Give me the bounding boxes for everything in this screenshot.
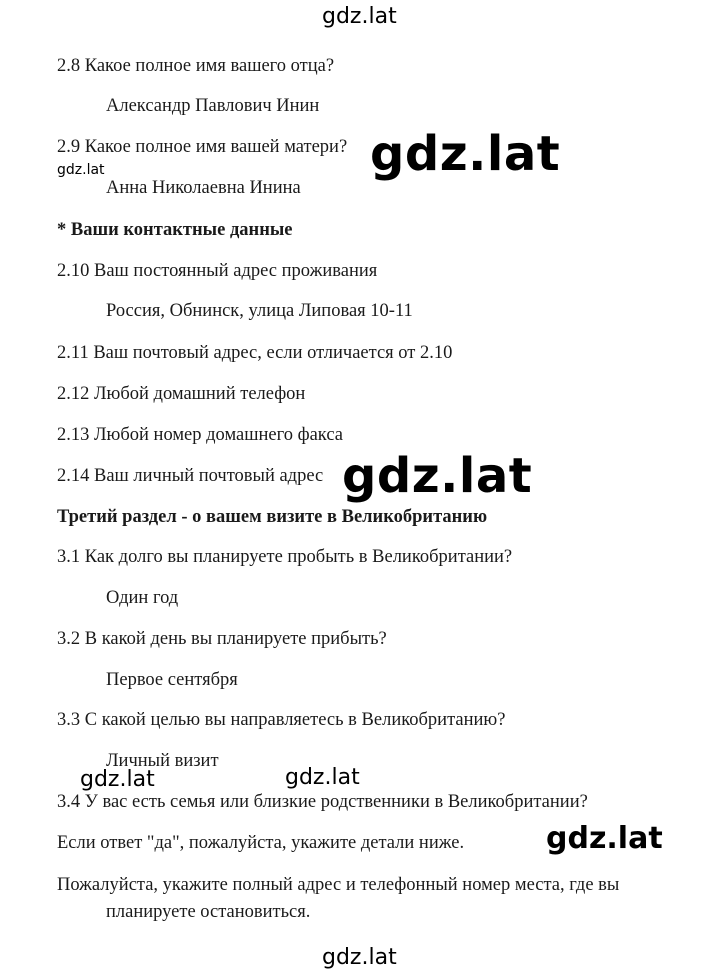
- answer-3-1: Один год: [106, 588, 179, 608]
- question-2-9: 2.9 Какое полное имя вашей матери?: [57, 137, 348, 157]
- question-2-13: 2.13 Любой номер домашнего факса: [57, 425, 343, 445]
- address-instruction-line-1: Пожалуйста, укажите полный адрес и телефонный номер места, где вы: [57, 875, 620, 895]
- watermark-mid-center: gdz.lat: [285, 765, 360, 790]
- contacts-heading: * Ваши контактные данные: [57, 220, 293, 240]
- question-2-10: 2.10 Ваш постоянный адрес проживания: [57, 261, 378, 281]
- note-if-yes: Если ответ "да", пожалуйста, укажите детали ниже.: [57, 833, 465, 853]
- question-3-4: 3.4 У вас есть семья или близкие родственники в Великобритании?: [57, 792, 588, 812]
- watermark-large-2: gdz.lat: [342, 448, 533, 504]
- watermark-top: gdz.lat: [322, 4, 397, 29]
- question-2-11: 2.11 Ваш почтовый адрес, если отличается от 2.10: [57, 343, 453, 363]
- watermark-tiny: gdz.lat: [57, 162, 105, 178]
- answer-2-10: Россия, Обнинск, улица Липовая 10-11: [106, 301, 413, 321]
- watermark-right: gdz.lat: [546, 821, 663, 856]
- question-3-1: 3.1 Как долго вы планируете пробыть в Великобритании?: [57, 547, 513, 567]
- watermark-bottom: gdz.lat: [322, 945, 397, 970]
- question-2-8: 2.8 Какое полное имя вашего отца?: [57, 56, 335, 76]
- section-3-heading: Третий раздел - о вашем визите в Великобританию: [57, 507, 488, 527]
- answer-3-3: Личный визит: [106, 751, 219, 771]
- question-3-3: 3.3 С какой целью вы направляетесь в Великобританию?: [57, 710, 506, 730]
- question-2-12: 2.12 Любой домашний телефон: [57, 384, 306, 404]
- answer-2-8: Александр Павлович Инин: [106, 96, 320, 116]
- address-instruction-line-2: планируете остановиться.: [106, 902, 311, 922]
- question-3-2: 3.2 В какой день вы планируете прибыть?: [57, 629, 387, 649]
- watermark-mid-left: gdz.lat: [80, 767, 155, 792]
- answer-2-9: Анна Николаевна Инина: [106, 178, 301, 198]
- watermark-large-1: gdz.lat: [370, 126, 561, 182]
- question-2-14: 2.14 Ваш личный почтовый адрес: [57, 466, 324, 486]
- answer-3-2: Первое сентября: [106, 670, 238, 690]
